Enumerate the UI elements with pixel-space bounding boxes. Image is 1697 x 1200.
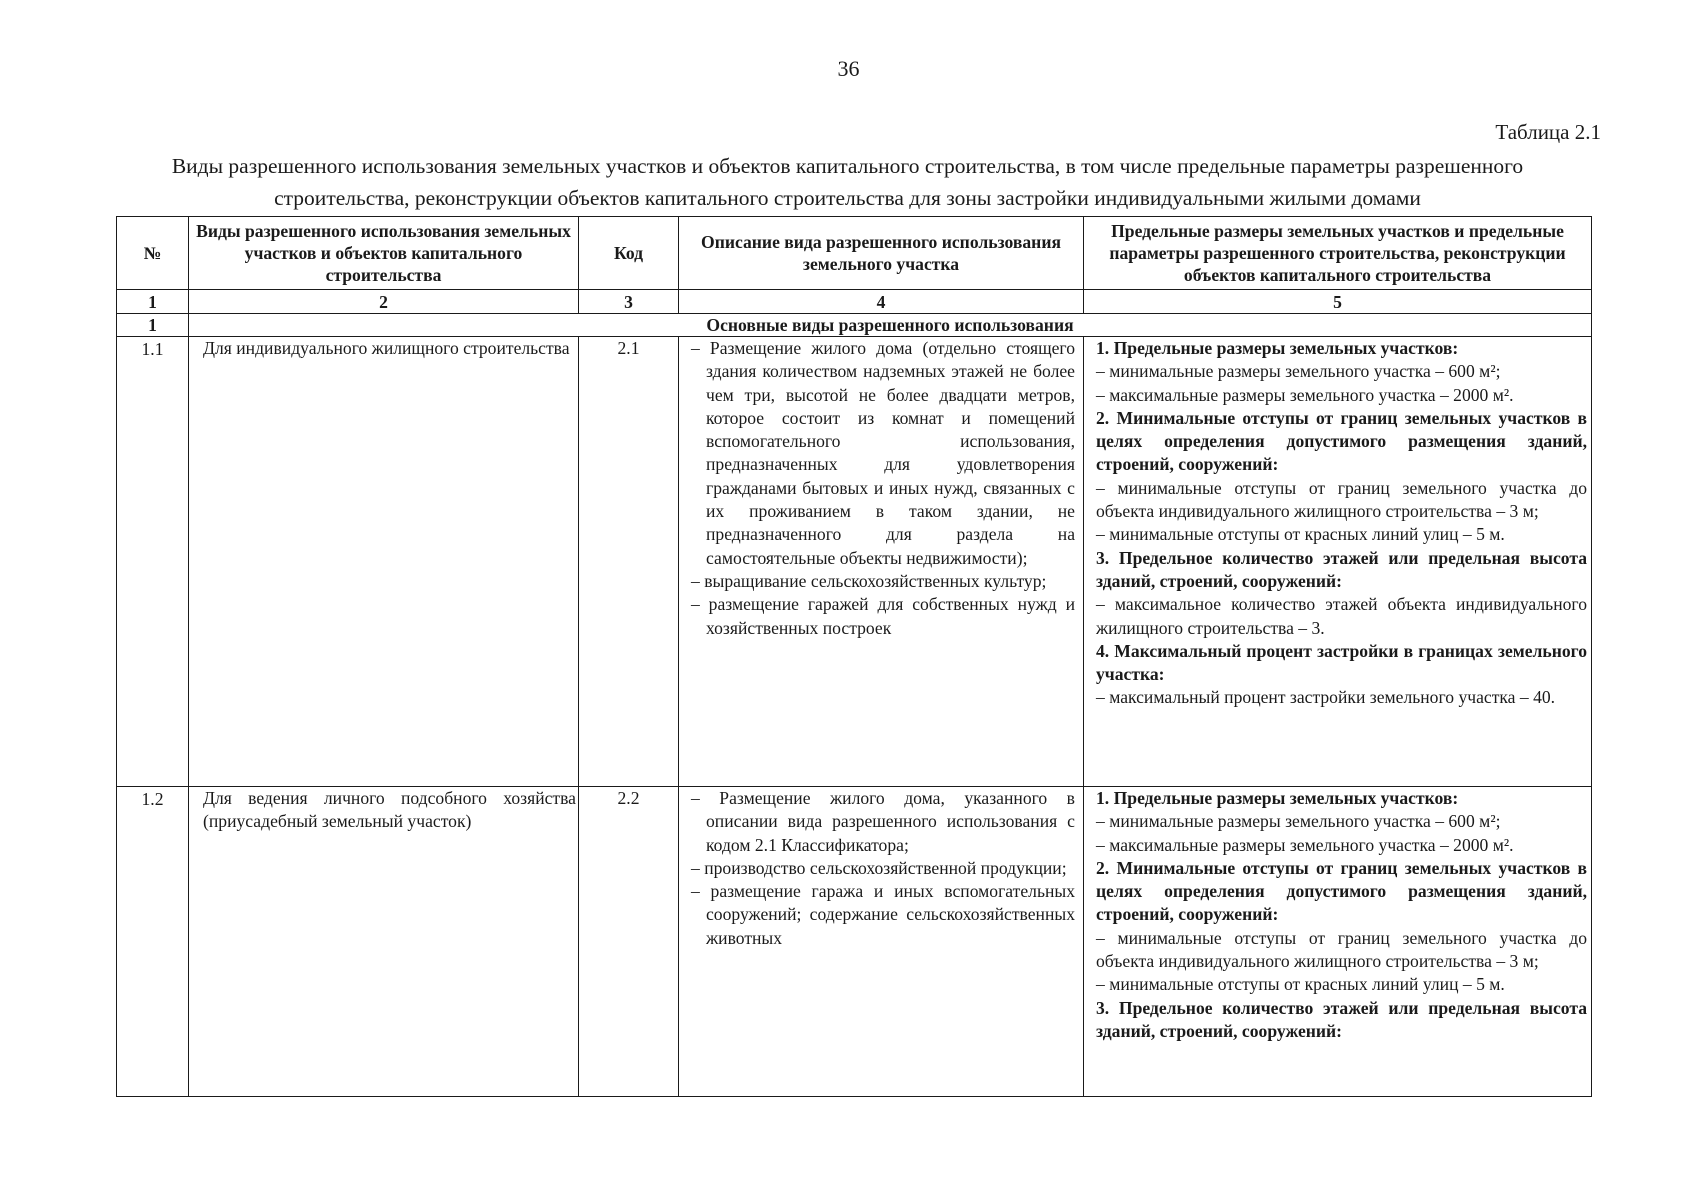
land-use-table <box>116 216 1592 1097</box>
param-item: – минимальные размеры земельного участка – 600 м²; <box>1096 811 1501 832</box>
column-number: 4 <box>679 290 1084 314</box>
param-item: – максимальный процент застройки земельного участка – 40. <box>1096 687 1556 708</box>
table-caption: Виды разрешенного использования земельных участков и объектов капитального строительства, в том числе предельные параметры разрешенного строительства, реконструкции объектов капитального строительства для зоны застройки индивидуальными жилыми домами <box>171 154 1524 210</box>
param-item: – минимальные отступы от красных линий улиц – 5 м. <box>1096 974 1505 995</box>
param-heading: 2. Минимальные отступы от границ земельных участков в целях определения допустимого размещения зданий, строений, сооружений: <box>1096 857 1587 925</box>
table-row <box>117 337 1592 787</box>
description-item: – выращивание сельскохозяйственных культур; <box>691 570 1047 591</box>
header-number: № <box>117 217 189 290</box>
header-row <box>117 217 1592 290</box>
section-row <box>117 314 1592 337</box>
column-number: 1 <box>117 290 189 314</box>
row-parameters <box>1084 787 1592 1097</box>
row-code: 2.1 <box>579 337 679 787</box>
param-heading: 2. Минимальные отступы от границ земельных участков в целях определения допустимого размещения зданий, строений, сооружений: <box>1096 407 1587 475</box>
section-number: 1 <box>117 314 189 337</box>
param-heading: 3. Предельное количество этажей или предельная высота зданий, строений, сооружений: <box>1096 547 1587 591</box>
row-description <box>679 337 1084 787</box>
param-item: – максимальное количество этажей объекта индивидуального жилищного строительства – 3. <box>1096 594 1587 638</box>
row-code: 2.2 <box>579 787 679 1097</box>
description-item: – Размещение жилого дома (отдельно стоящего здания количеством надземных этажей не более чем три, высотой не более двадцати метров, которое состоит из комнат и помещений вспомогательного использования, предназначенных для удовлетворения гражданами бытовых и иных нужд, связанных с их проживанием в таком здании, не предназначенного для раздела на самостоятельные объекты недвижимости); <box>691 338 1075 568</box>
param-item: – минимальные отступы от границ земельного участка до объекта индивидуального жилищного строительства – 3 м; <box>1096 927 1587 972</box>
header-parameters: Предельные размеры земельных участков и предельные параметры разрешенного строительства, реконструкции объектов капитального строительства <box>1084 217 1592 290</box>
param-heading: 1. Предельные размеры земельных участков: <box>1096 338 1459 358</box>
param-item: – минимальные отступы от границ земельного участка до объекта индивидуального жилищного строительства – 3 м; <box>1096 477 1587 522</box>
column-number-row <box>117 290 1592 314</box>
header-code: Код <box>579 217 679 290</box>
header-use-types: Виды разрешенного использования земельных участков и объектов капитального строительства <box>189 217 579 290</box>
param-heading: 3. Предельное количество этажей или предельная высота зданий, строений, сооружений: <box>1096 997 1587 1041</box>
table-row <box>117 787 1592 1097</box>
page-number: 36 <box>837 56 860 81</box>
table-label: Таблица 2.1 <box>1495 120 1601 144</box>
row-description <box>679 787 1084 1097</box>
param-item: – минимальные размеры земельного участка – 600 м²; <box>1096 361 1501 382</box>
description-item: – размещение гаражей для собственных нужд и хозяйственных построек <box>691 594 1075 638</box>
param-item: – минимальные отступы от красных линий улиц – 5 м. <box>1096 524 1505 545</box>
row-use-name: Для ведения личного подсобного хозяйства (приусадебный земельный участок) <box>189 787 579 1097</box>
param-heading: 1. Предельные размеры земельных участков: <box>1096 788 1459 808</box>
header-description: Описание вида разрешенного использования земельного участка <box>679 217 1084 290</box>
row-number: 1.1 <box>117 337 189 787</box>
row-number: 1.2 <box>117 787 189 1097</box>
param-item: – максимальные размеры земельного участка – 2000 м². <box>1096 384 1514 405</box>
row-use-name: Для индивидуального жилищного строительства <box>189 337 579 787</box>
description-item: – производство сельскохозяйственной продукции; <box>691 857 1067 878</box>
description-item: – Размещение жилого дома, указанного в описании вида разрешенного использования с кодом 2.1 Классификатора; <box>691 788 1075 855</box>
section-title: Основные виды разрешенного использования <box>189 314 1592 337</box>
row-parameters <box>1084 337 1592 787</box>
description-item: – размещение гаража и иных вспомогательных сооружений; содержание сельскохозяйственных животных <box>691 881 1075 948</box>
column-number: 5 <box>1084 290 1592 314</box>
param-item: – максимальные размеры земельного участка – 2000 м². <box>1096 834 1514 855</box>
column-number: 3 <box>579 290 679 314</box>
param-heading: 4. Максимальный процент застройки в границах земельного участка: <box>1096 640 1587 685</box>
column-number: 2 <box>189 290 579 314</box>
